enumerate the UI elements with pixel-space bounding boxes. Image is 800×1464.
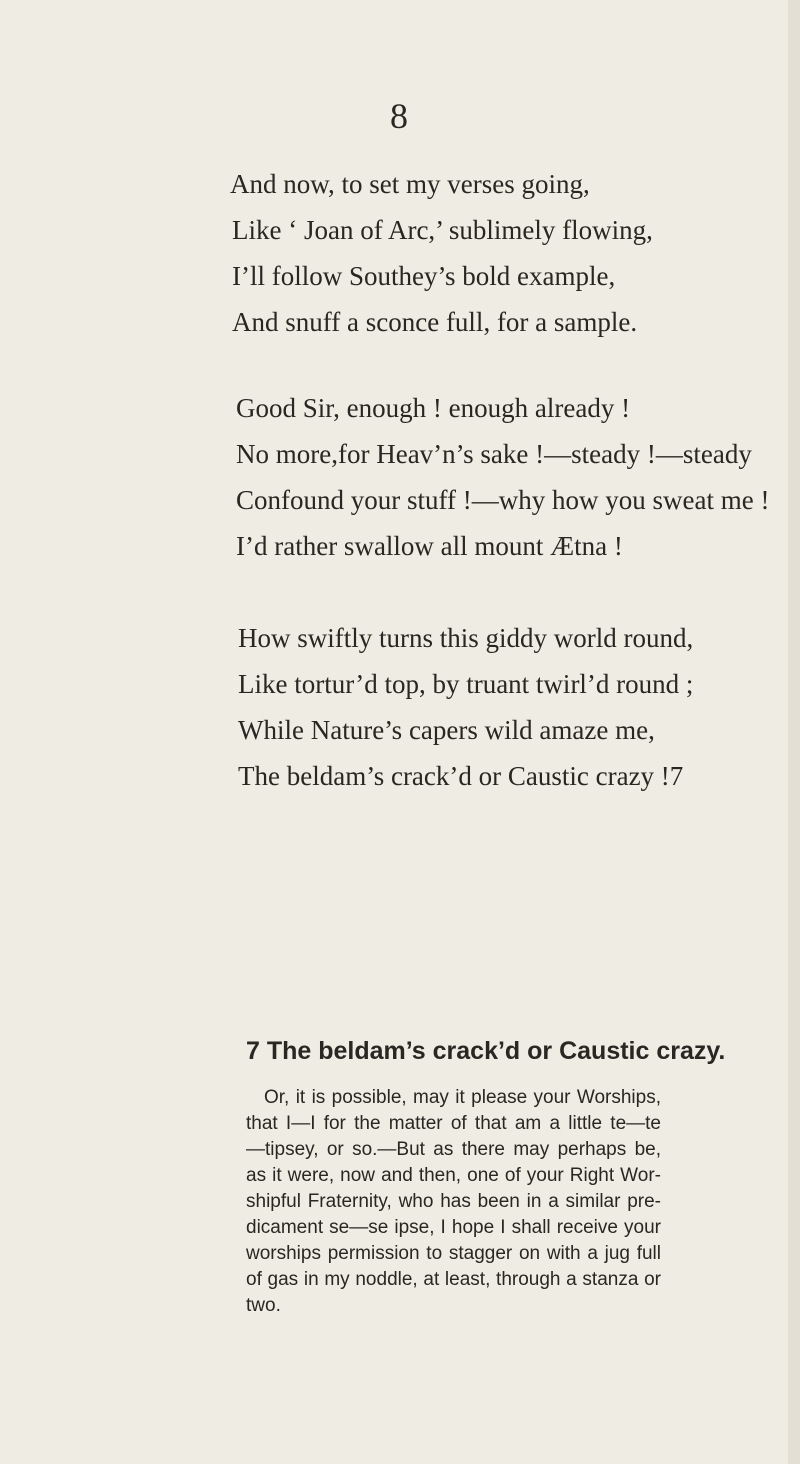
footnote-line: two. [246,1295,281,1316]
verse-line: Confound your stuff !—why how you sweat me ! [236,485,770,515]
page-number: 8 [390,96,408,136]
verse-line: I’ll follow Southey’s bold example, [232,261,616,291]
footnote-line: Or, it is possible, may it please your Worships, [264,1087,661,1108]
footnote-line: of gas in my noddle, at least, through a stanza or [246,1269,661,1290]
verse-line: The beldam’s crack’d or Caustic crazy !7 [238,761,684,791]
page-edge [788,0,800,1464]
footnote-line: dicament se—se ipse, I hope I shall receive your [246,1217,661,1238]
footnote-line: —tipsey, or so.—But as there may perhaps be, [246,1139,661,1160]
verse-line: Good Sir, enough ! enough already ! [236,393,631,423]
verse-line: Like ‘ Joan of Arc,’ sublimely flowing, [232,215,653,245]
footnote-line: that I—I for the matter of that am a little te—te [246,1113,661,1134]
footnote-line: worships permission to stagger on with a jug full [246,1243,661,1264]
verse-line: And now, to set my verses going, [230,169,590,199]
verse-line: And snuff a sconce full, for a sample. [232,307,638,337]
verse-line: How swiftly turns this giddy world round, [238,623,694,653]
footnote-body [246,1085,661,1319]
verse-line: Like tortur’d top, by truant twirl’d round ; [238,669,694,699]
verse-line: I’d rather swallow all mount Ætna ! [236,531,623,561]
footnote-line: shipful Fraternity, who has been in a similar pre- [246,1191,661,1212]
footnote-heading: 7 The beldam’s crack’d or Caustic crazy. [246,1037,726,1065]
verse-line: While Nature’s capers wild amaze me, [238,715,655,745]
footnote-line: as it were, now and then, one of your Right Wor- [246,1165,661,1186]
verse-line: No more,for Heav’n’s sake !—steady !—steady [236,439,752,469]
